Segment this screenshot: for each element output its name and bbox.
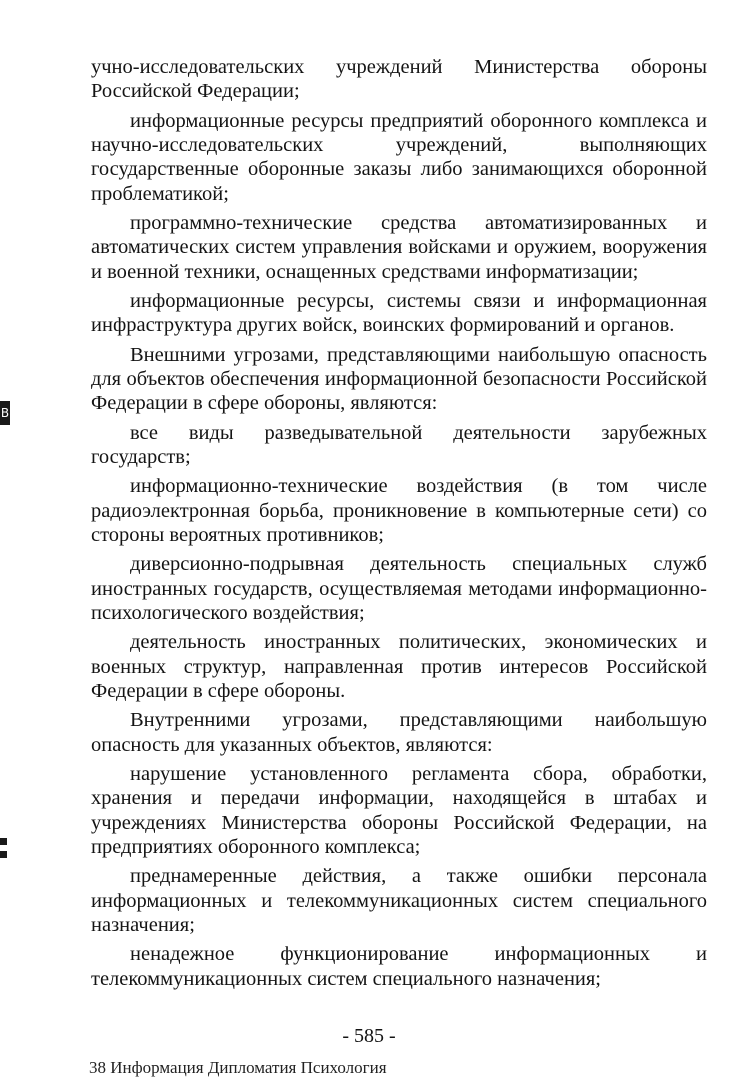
paragraph-5: Внешними угрозами, представляющими наибольшую опасность для объектов обеспечения информационной безопасности Российской Федерации в сфере обороны, являются:: [91, 343, 707, 415]
paragraph-3: программно-технические средства автоматизированных и автоматических систем управления войсками и оружием, вооружения и военной техники, оснащенных средствами информатизации;: [91, 212, 707, 283]
paragraph-11: нарушение установленного регламента сбора, обработки, хранения и передачи информации, находящейся в штабах и учреждениях Министерства обороны Российской Федерации, на предприятиях оборонного комплекса;: [91, 762, 707, 859]
paragraph-2: информационные ресурсы предприятий оборонного комплекса и научно-исследовательских учреждений, выполняющих государственные оборонные заказы либо занимающихся оборонной проблематикой;: [91, 109, 707, 205]
page-number: - 585 -: [342, 1025, 396, 1047]
paragraph-8: диверсионно-подрывная деятельность специальных служб иностранных государств, осуществляемая методами информационно-психологического воздействия;: [91, 553, 707, 625]
paragraph-6: все виды разведывательной деятельности зарубежных государств;: [91, 421, 707, 469]
paragraph-7: информационно-технические воздействия (в том числе радиоэлектронная борьба, проникновение в компьютерные сети) со стороны вероятных противников;: [91, 475, 707, 547]
margin-dots-mark: [0, 836, 8, 862]
paragraph-4: информационные ресурсы, системы связи и информационная инфраструктура других войск, воинских формирований и органов.: [91, 290, 707, 337]
paragraph-10: Внутренними угрозами, представляющими наибольшую опасность для указанных объектов, являются:: [91, 709, 707, 756]
running-footer: 38 Информация Дипломатия Психология: [89, 1058, 387, 1077]
margin-tab-mark: В: [0, 401, 10, 425]
page-body: [91, 55, 707, 996]
paragraph-13: ненадежное функционирование информационных и телекоммуникационных систем специального назначения;: [91, 943, 707, 990]
paragraph-1: учно-исследовательских учреждений Министерства обороны Российской Федерации;: [91, 56, 707, 103]
paragraph-9: деятельность иностранных политических, экономических и военных структур, направленная против интересов Российской Федерации в сфере обороны.: [91, 631, 707, 703]
paragraph-12: преднамеренные действия, а также ошибки персонала информационных и телекоммуникационных систем специального назначения;: [91, 865, 707, 937]
